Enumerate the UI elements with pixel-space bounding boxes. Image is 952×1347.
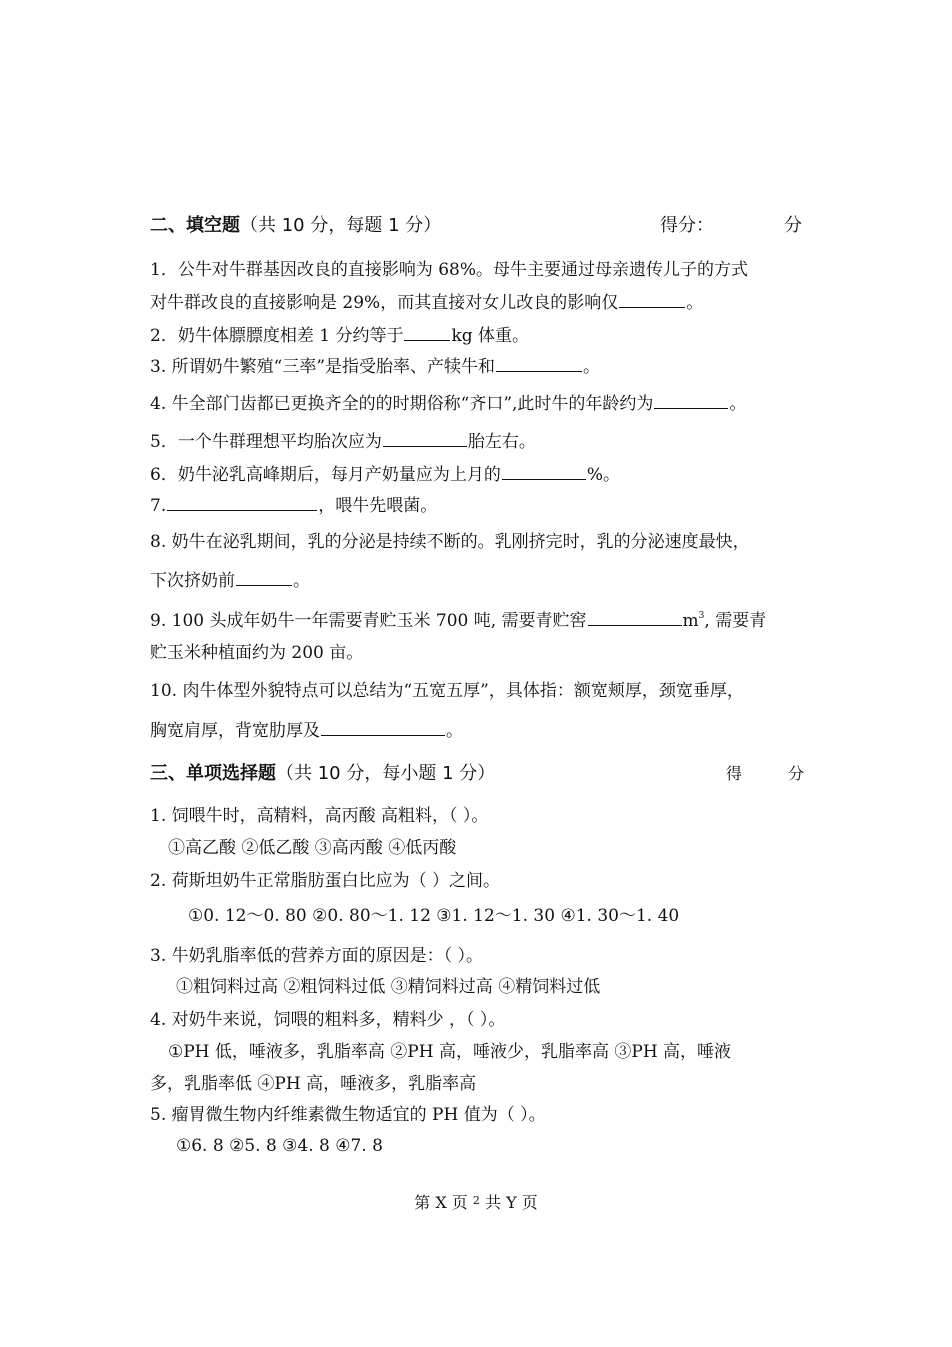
s2-q3-text: 3. 所谓奶牛繁殖“三率”是指受胎率、产犊牛和	[150, 357, 496, 377]
s2-q1-text: 对牛群改良的直接影响是 29%，而其直接对女儿改良的影响仅	[150, 293, 619, 313]
s2-q5-blank[interactable]	[383, 428, 467, 447]
s2-q9-unit: m	[682, 611, 699, 631]
s2-q1-line1: 1．公牛对牛群基因改良的直接影响为 68%。母牛主要通过母亲遗传儿子的方式	[150, 260, 749, 280]
section3-score-label: 得	[726, 764, 743, 783]
s3-q4-options-line2: 多，乳脂率低 ④PH 高，唾液多，乳脂率高	[150, 1074, 477, 1094]
s2-q9-text: 9. 100 头成年奶牛一年需要青贮玉米 700 吨, 需要青贮窖	[150, 611, 587, 631]
s3-q5: 5. 瘤胃微生物内纤维素微生物适宜的 PH 值为（ ）。	[150, 1105, 546, 1125]
s2-q7	[150, 492, 810, 518]
s3-q2: 2. 荷斯坦奶牛正常脂肪蛋白比应为（ ）之间。	[150, 871, 501, 891]
s2-q1-end: 。	[686, 293, 704, 313]
s3-q4: 4. 对奶牛来说，饲喂的粗料多，精料少 ，（ ）。	[150, 1010, 506, 1030]
s2-q3-blank[interactable]	[496, 353, 582, 372]
s2-q6	[150, 461, 810, 487]
footer-page-x: 第 X 页	[414, 1193, 468, 1212]
s2-q10-end: 。	[446, 721, 463, 741]
s2-q6-end: %。	[586, 465, 620, 485]
page-footer	[0, 1190, 952, 1213]
s2-q8-line2	[150, 567, 810, 593]
section2-heading	[150, 214, 810, 238]
s2-q5	[150, 428, 810, 454]
s3-q1: 1. 饲喂牛时，高精料，高丙酸 高粗料，（ ）。	[150, 806, 489, 826]
s2-q8-text: 下次挤奶前	[150, 571, 235, 591]
s2-q4	[150, 390, 810, 416]
s3-q3: 3. 牛奶乳脂率低的营养方面的原因是：（ ）。	[150, 946, 484, 966]
s3-q5-options: ①6. 8 ②5. 8 ③4. 8 ④7. 8	[176, 1136, 383, 1156]
s2-q6-blank[interactable]	[502, 461, 586, 480]
s2-q3-end: 。	[583, 357, 601, 377]
s2-q2-end: kg 体重。	[451, 326, 530, 346]
s2-q9-line2: 贮玉米种植面约为 200 亩。	[150, 643, 364, 663]
footer-page-number: 2	[472, 1194, 480, 1207]
s2-q4-blank[interactable]	[654, 390, 728, 409]
section3-score-unit: 分	[788, 764, 805, 783]
s2-q2-blank[interactable]	[404, 322, 450, 341]
s2-q5-end: 胎左右。	[467, 432, 536, 452]
s2-q7-blank[interactable]	[167, 492, 317, 511]
s2-q5-text: 5．一个牛群理想平均胎次应为	[150, 432, 382, 452]
s3-q1-options: ①高乙酸 ②低乙酸 ③高丙酸 ④低丙酸	[168, 838, 457, 858]
s2-q8-end: 。	[293, 571, 310, 591]
s2-q1-line2	[150, 289, 810, 315]
s2-q10-text: 胸宽肩厚，背宽肋厚及	[150, 721, 320, 741]
s2-q1-blank[interactable]	[619, 289, 685, 308]
s2-q10-line1: 10. 肉牛体型外貌特点可以总结为“五宽五厚”，具体指：额宽颊厚，颈宽垂厚，	[150, 681, 744, 701]
s2-q4-end: 。	[729, 394, 747, 414]
s2-q10-line2	[150, 717, 810, 743]
section3-title-rest: （共 10 分，每小题 1 分）	[276, 763, 496, 784]
section3-heading	[150, 762, 810, 786]
s2-q8-line1: 8. 奶牛在泌乳期间，乳的分泌是持续不断的。乳刚挤完时，乳的分泌速度最快，	[150, 532, 750, 552]
s2-q2	[150, 322, 810, 348]
s2-q9-end: , 需要青	[704, 611, 767, 631]
section2-title: 二、填空题	[150, 215, 240, 236]
s3-q3-options: ①粗饲料过高 ②粗饲料过低 ③精饲料过高 ④精饲料过低	[176, 977, 601, 997]
s3-q4-options-line1: ①PH 低，唾液多，乳脂率高 ②PH 高，唾液少，乳脂率高 ③PH 高，唾液	[168, 1042, 732, 1062]
section2-title-rest: （共 10 分，每题 1 分）	[240, 215, 442, 236]
s2-q2-text: 2．奶牛体膘膘度相差 1 分约等于	[150, 326, 404, 346]
s2-q7-end: ，喂牛先喂菌。	[318, 496, 438, 516]
s2-q9-line1	[150, 604, 810, 633]
s2-q4-text: 4. 牛全部门齿都已更换齐全的的时期俗称“齐口”,此时牛的年龄约为	[150, 394, 654, 414]
s2-q10-blank[interactable]	[321, 717, 445, 736]
s2-q3	[150, 353, 810, 379]
s2-q9-blank[interactable]	[588, 607, 682, 626]
section2-score-unit: 分	[784, 215, 802, 236]
section2-score-label: 得分：	[660, 215, 714, 236]
footer-page-total: 共 Y 页	[485, 1193, 538, 1212]
s3-q2-options: ①0. 12～0. 80 ②0. 80～1. 12 ③1. 12～1. 30 ④1. 30～1. 40	[188, 906, 680, 926]
s2-q8-blank[interactable]	[236, 567, 292, 586]
s2-q7-text: 7.	[150, 496, 167, 516]
s2-q9-unit-sup: 3	[698, 611, 705, 621]
section3-title: 三、单项选择题	[150, 763, 276, 784]
s2-q6-text: 6．奶牛泌乳高峰期后，每月产奶量应为上月的	[150, 465, 501, 485]
